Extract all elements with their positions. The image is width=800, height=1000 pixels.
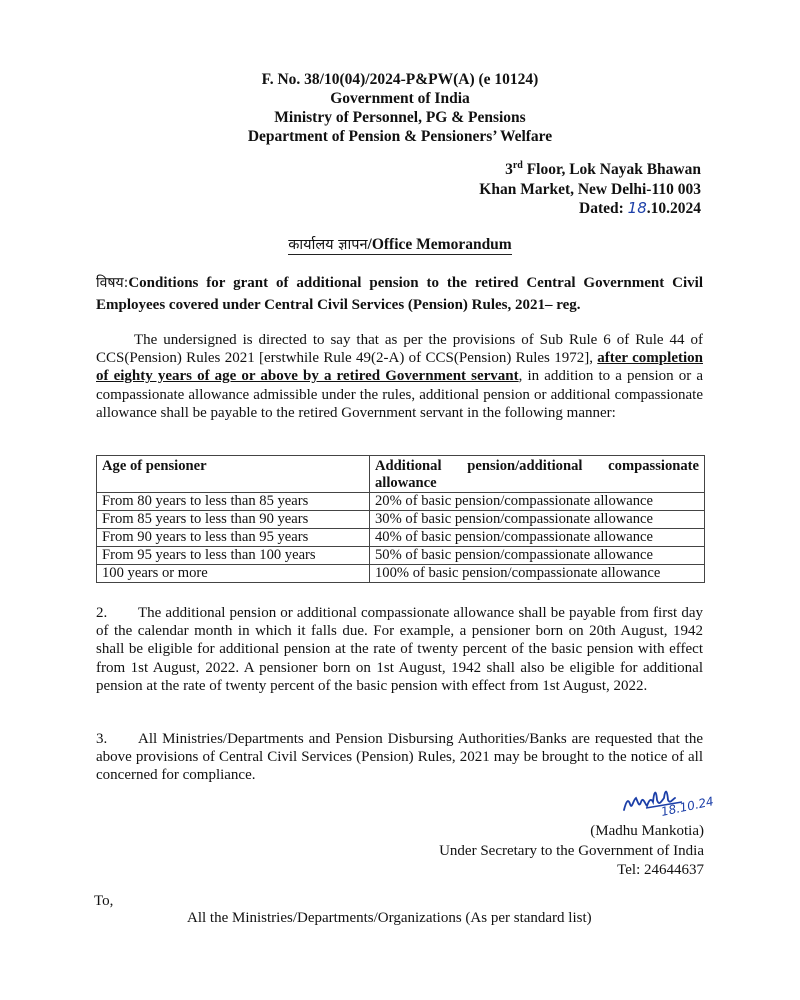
signatory-designation: Under Secretary to the Government of India (439, 842, 704, 859)
paragraph-1-rest: , in addition to a pension or a compassionate allowance admissible under the rules, additional pension or additional compassionate allowance shall be payable to the retired Government servant in the following manner: (96, 368, 703, 421)
additional-rate: 30% of basic pension/compassionate allowance (370, 511, 705, 529)
handwritten-day: 18 (627, 199, 647, 217)
memo-title (0, 234, 800, 254)
floor-number: 3 (505, 161, 513, 178)
table-row (97, 565, 705, 583)
date-month-year: .10.2024 (646, 200, 701, 217)
paragraph-1-emphasis: after completion of eighty years of age or above by a retired Government servant (96, 350, 703, 385)
dated-label: Dated: (579, 200, 628, 217)
floor-suffix: rd (512, 160, 523, 171)
age-range: 100 years or more (97, 565, 370, 583)
date-line (479, 199, 701, 219)
table-row (97, 529, 705, 547)
subject-text: Conditions for grant of additional pension to the retired Central Government Civil Employees covered under Central Civil Services (Pension) Rules, 2021– reg. (96, 275, 703, 313)
paragraph-2-text: The additional pension or additional compassionate allowance shall be payable from first day of the calendar month in which it falls due. For example, a pensioner born on 20th August, 1942 shall be eligible for additional pension at the rate of twenty percent of the basic pension with effect from 1st August, 2022. A pensioner born on 1st August, 1942 shall also be eligible for additional pension at the rate of twenty percent of the basic pension with effect from 1st August, 2022. (96, 605, 703, 694)
paragraph-3-number: 3. (96, 731, 108, 747)
floor-building: Floor, Lok Nayak Bhawan (522, 161, 701, 178)
age-range: From 90 years to less than 95 years (97, 529, 370, 547)
letterhead (0, 70, 800, 146)
paragraph-3-text: All Ministries/Departments and Pension Disbursing Authorities/Banks are requested that the above provisions of Central Civil Services (Pension) Rules, 2021 may be brought to the notice of all concerned for compliance. (96, 731, 703, 784)
ministry-name: Ministry of Personnel, PG & Pensions (274, 109, 526, 126)
signatory-telephone: Tel: 24644637 (617, 862, 704, 878)
table-row (97, 511, 705, 529)
paragraph-1-intro: The undersigned is directed to say that as per the provisions of Sub Rule 6 of Rule 44 of CCS(Pension) Rules 2021 [erstwhile Rule 49(2-A) of CCS(Pension) Rules 1972], (96, 332, 703, 367)
paragraph-2 (96, 604, 703, 695)
age-range: From 95 years to less than 100 years (97, 547, 370, 565)
subject-label: विषय: (96, 275, 129, 291)
table-row (97, 493, 705, 511)
paragraph-3 (96, 730, 703, 785)
age-range: From 85 years to less than 90 years (97, 511, 370, 529)
paragraph-1 (96, 331, 703, 422)
signatory-name: (Madhu Mankotia) (590, 823, 704, 839)
table-row (97, 547, 705, 565)
address-line-2: Khan Market, New Delhi-110 003 (479, 180, 701, 198)
table-header-row (97, 456, 705, 493)
signatory-block (439, 822, 704, 881)
government-name: Government of India (330, 90, 470, 107)
paragraph-2-number: 2. (96, 605, 108, 621)
age-range: From 80 years to less than 85 years (97, 493, 370, 511)
handwritten-signature (620, 780, 730, 820)
additional-pension-table (96, 455, 705, 583)
address-line-1 (479, 160, 701, 180)
additional-rate: 40% of basic pension/compassionate allowance (370, 529, 705, 547)
addressee: All the Ministries/Departments/Organizations (As per standard list) (187, 910, 592, 926)
memo-title-english: /Office Memorandum (367, 236, 512, 253)
additional-rate: 100% of basic pension/compassionate allowance (370, 565, 705, 583)
department-name: Department of Pension & Pensioners’ Welfare (247, 128, 553, 145)
to-label: To, (94, 893, 114, 909)
memo-title-hindi: कार्यालय ज्ञापन (288, 237, 368, 253)
signature-date: 18.10.24 (659, 794, 715, 819)
office-address (479, 160, 701, 219)
additional-rate: 50% of basic pension/compassionate allowance (370, 547, 705, 565)
header-age: Age of pensioner (97, 456, 370, 493)
subject (96, 272, 703, 316)
file-number: F. No. 38/10(04)/2024-P&PW(A) (e 10124) (261, 71, 539, 88)
additional-rate: 20% of basic pension/compassionate allowance (370, 493, 705, 511)
header-additional-pension: Additional pension/additional compassionate allowance (370, 456, 705, 493)
